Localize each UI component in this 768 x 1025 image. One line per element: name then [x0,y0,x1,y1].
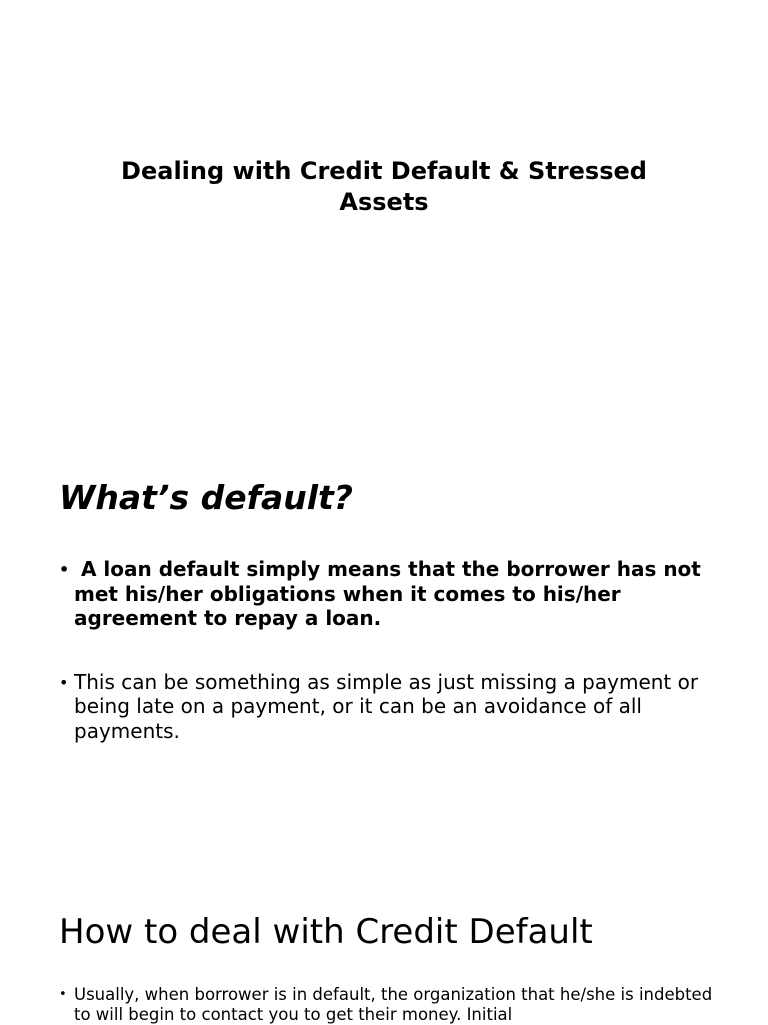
bullet-icon: • [59,672,69,692]
bullet-icon: • [59,560,70,579]
bullet-text: This can be something as simple as just missing a payment or being late on a payment, or it can be an avoidance of all payments. [74,669,699,743]
bullet-item [59,985,719,1025]
bullet-text: A loan default simply means that the borrower has not met his/her obligations when it comes to his/her agreement to repay a loan. [74,557,708,630]
bullet-icon: • [59,987,67,1002]
bullet-list [59,985,719,1025]
slide-heading: What’s default? [59,478,353,517]
bullet-text: Usually, when borrower is in default, the organization that he/she is indebted to will begin to contact you to get their money. Initial [74,985,713,1024]
slide-heading: How to deal with Credit Default [59,912,593,952]
slide-title: Dealing with Credit Default & Stressed Assets [121,157,647,216]
